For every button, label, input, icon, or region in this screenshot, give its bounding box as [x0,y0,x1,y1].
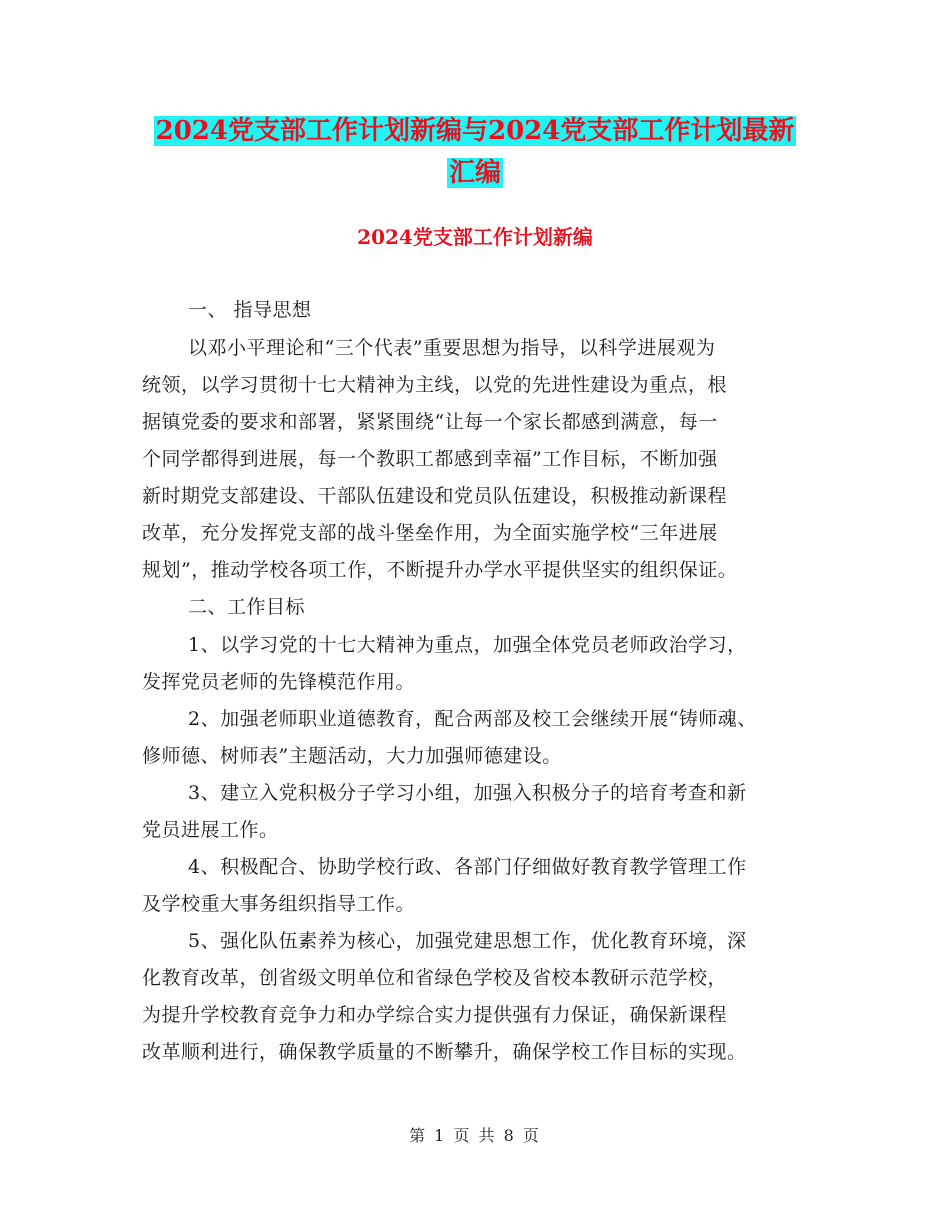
paragraph-line: 新时期党支部建设、干部队伍建设和党员队伍建设，积极推动新课程 [142,485,728,507]
paragraph-line: 规划”，推动学校各项工作，不断提升办学水平提供坚实的组织保证。 [142,559,738,581]
paragraph-line: 据镇党委的要求和部署，紧紧围绕“让每一个家长都感到满意，每一 [142,411,718,433]
paragraph-line: 个同学都得到进展，每一个教职工都感到幸福”工作目标，不断加强 [142,448,718,470]
paragraph-line: 化教育改革，创省级文明单位和省绿色学校及省校本教研示范学校， [142,967,728,989]
document-title-line-1 [0,111,950,151]
paragraph-line: 2、加强老师职业道德教育，配合两部及校工会继续开展“铸师魂、 [188,708,757,730]
paragraph-line: 修师德、树师表”主题活动，大力加强师德建设。 [142,745,562,767]
heading-guiding-thought: 一、 指导思想 [188,299,312,321]
paragraph-line: 5、强化队伍素养为核心，加强党建思想工作，优化教育环境，深 [188,930,747,952]
paragraph-line: 以邓小平理论和“三个代表”重要思想为指导，以科学进展观为 [188,337,716,359]
paragraph-line: 4、积极配合、协助学校行政、各部门仔细做好教育教学管理工作 [188,856,747,878]
paragraph-line: 为提升学校教育竞争力和办学综合实力提供强有力保证，确保新课程 [142,1004,728,1026]
paragraph-line: 党员进展工作。 [142,819,279,841]
heading-work-goals: 二、工作目标 [188,596,306,618]
paragraph-line: 改革，充分发挥党支部的战斗堡垒作用，为全面实施学校“三年进展 [142,522,718,544]
paragraph-line: 改革顺利进行，确保教学质量的不断攀升，确保学校工作目标的实现。 [142,1041,747,1063]
document-title-line-2 [0,153,950,193]
paragraph-line: 及学校重大事务组织指导工作。 [142,893,416,915]
page-footer: 第 1 页 共 8 页 [409,1126,541,1145]
paragraph-line: 发挥党员老师的先锋模范作用。 [142,671,416,693]
paragraph-line: 1、以学习党的十七大精神为重点，加强全体党员老师政治学习， [188,634,747,656]
paragraph-line: 3、建立入党积极分子学习小组，加强入积极分子的培育考查和新 [188,782,747,804]
section-title: 2024党支部工作计划新编 [357,225,593,249]
paragraph-line: 统领，以学习贯彻十七大精神为主线，以党的先进性建设为重点，根 [142,374,728,396]
title-highlight-1: 2024党支部工作计划新编与2024党支部工作计划最新 [155,116,795,146]
title-highlight-2: 汇编 [448,158,501,188]
